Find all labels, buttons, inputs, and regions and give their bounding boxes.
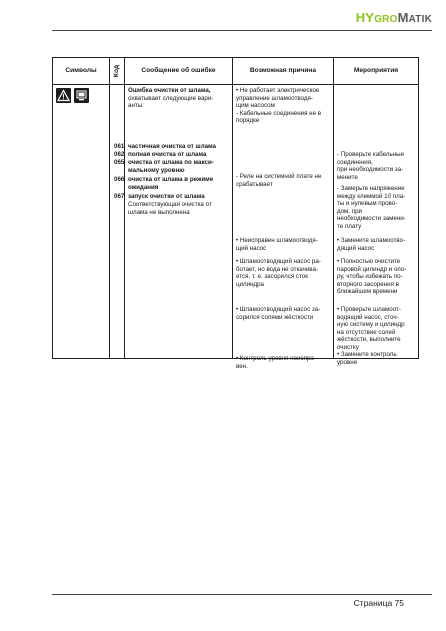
cause-line: ется, т. е. засорился сток — [236, 273, 308, 281]
cause-line: срабатывает — [236, 180, 273, 188]
message-note-line: шлама не выполнена — [128, 208, 190, 216]
col-header-cause: Возможная причина — [233, 58, 334, 85]
page-number: Страница 75 — [353, 598, 404, 608]
action-line: уровня — [337, 358, 357, 366]
action-line: очистку — [337, 343, 359, 351]
action-line: на отсутствие солей — [337, 328, 396, 336]
message-line: очистка от шлама в режиме — [128, 176, 214, 183]
action-line: те плату — [337, 222, 362, 230]
error-code: 061 — [114, 143, 125, 150]
cause-line: порядке — [236, 117, 260, 125]
message-note — [128, 201, 230, 216]
message-note-line: Соответствующая очистка от — [128, 201, 212, 208]
cause-line: щим насосом — [236, 102, 275, 110]
action-item — [337, 185, 416, 230]
cause-line: цилиндра — [236, 280, 264, 288]
cause-line: управление шламоотводя- — [236, 94, 313, 102]
action-line: - Проверьте кабельные — [337, 151, 405, 158]
error-code: 067 — [114, 193, 125, 200]
message-variant — [128, 143, 230, 151]
logo-part-gro: GRO — [374, 14, 398, 25]
message-variant — [128, 193, 230, 201]
cause-line: - Реле на системной плате не — [236, 173, 322, 180]
message-title — [128, 87, 230, 110]
action-line: при необходимости за- — [337, 166, 404, 174]
warning-icon — [56, 88, 71, 103]
message-line: ожидания — [128, 183, 159, 191]
hygromatik-logo — [356, 10, 432, 26]
action-line: дом, при — [337, 207, 362, 215]
cause-item — [236, 355, 331, 370]
message-line: запуск очистки от шлама — [128, 193, 205, 200]
error-table — [52, 57, 419, 370]
action-line: водящий насос, сточ- — [337, 313, 399, 321]
action-line: • Замените контроль — [337, 351, 397, 359]
message-title-line: анты: — [128, 102, 144, 110]
message-title-line: охватывает следующие вари- — [128, 94, 214, 102]
cause-line: ботает, но вода не откачива- — [236, 265, 319, 273]
cause-item — [236, 258, 331, 288]
action-item — [337, 306, 416, 367]
logo-part-m: M — [397, 10, 409, 25]
logo-part-hy: HY — [355, 10, 375, 25]
cause-line: - Кабельные соединения не в — [236, 109, 322, 117]
cause-cell — [233, 85, 334, 370]
footer-rule — [52, 594, 432, 595]
col-header-code — [110, 58, 125, 85]
cause-line: • Неисправен шламоотводя- — [236, 237, 318, 244]
action-line: дящий насос — [337, 244, 375, 252]
action-line: жёсткости, выполните — [337, 336, 401, 344]
col-header-code-label: Код — [112, 64, 120, 78]
header-rule — [52, 30, 432, 31]
message-line: полная очистка от шлама — [128, 151, 207, 158]
action-line: • Замените шламоотво- — [337, 237, 406, 244]
table-row — [53, 85, 419, 359]
action-line: необходимости замени- — [337, 215, 406, 223]
symbols-cell — [53, 85, 110, 359]
message-variant — [128, 151, 230, 159]
message-variant — [128, 159, 230, 174]
action-line: ближайшем времени — [337, 288, 398, 296]
logo-part-atik: ATIK — [408, 14, 432, 25]
error-code: 062 — [114, 151, 125, 158]
action-line: ную систему и цилиндр — [337, 321, 405, 329]
col-header-symbols: Символы — [53, 58, 110, 85]
action-line: мените — [337, 173, 358, 181]
message-line: частичная очистка от шлама — [128, 143, 216, 150]
message-title-line: Ошибка очистки от шлама, — [128, 87, 211, 94]
cause-line: • Не работает электрическое — [236, 87, 320, 94]
cause-line: • Шламоотводящий насос ра- — [236, 258, 321, 265]
col-header-message: Сообщение об ошибке — [125, 58, 233, 85]
message-line: мальному уровню — [128, 166, 185, 174]
action-item — [337, 237, 416, 252]
message-variant — [128, 176, 230, 191]
cause-line: щий насос — [236, 244, 267, 252]
action-line: ру, чтобы избежать по- — [337, 273, 403, 281]
action-line: - Замерьте напряжение — [337, 185, 405, 192]
action-item — [337, 258, 416, 296]
action-line: ты и нулевым прово- — [337, 200, 398, 208]
action-line: соединения, — [337, 158, 373, 166]
cause-line: вен. — [236, 362, 248, 370]
error-code: 066 — [114, 176, 125, 183]
cause-item — [236, 237, 331, 252]
message-line: очистка от шлама по макси- — [128, 159, 214, 166]
cause-line: • Шламоотводящий насос за- — [236, 306, 321, 313]
action-line: между клеммой 10 пла- — [337, 192, 406, 200]
action-line: вторного засорения в — [337, 280, 399, 288]
display-message-icon — [74, 88, 89, 103]
action-item — [337, 151, 416, 181]
cause-item — [236, 306, 331, 321]
cause-item — [236, 173, 331, 188]
action-line: • Проверьте шламоот- — [337, 306, 401, 313]
col-header-action: Мероприятия — [334, 58, 419, 85]
error-code: 065 — [114, 159, 125, 166]
message-cell — [125, 85, 233, 359]
cause-item — [236, 87, 331, 125]
action-cell — [334, 85, 419, 366]
codes-cell — [110, 85, 125, 359]
cause-line: сорился солями жёсткости — [236, 313, 314, 321]
cause-line: • Контроль уровня неиспра- — [236, 355, 316, 362]
action-line: паровой цилиндр и опо- — [337, 265, 407, 273]
action-line: • Полностью очистите — [337, 258, 401, 265]
table-header-row — [53, 58, 419, 85]
